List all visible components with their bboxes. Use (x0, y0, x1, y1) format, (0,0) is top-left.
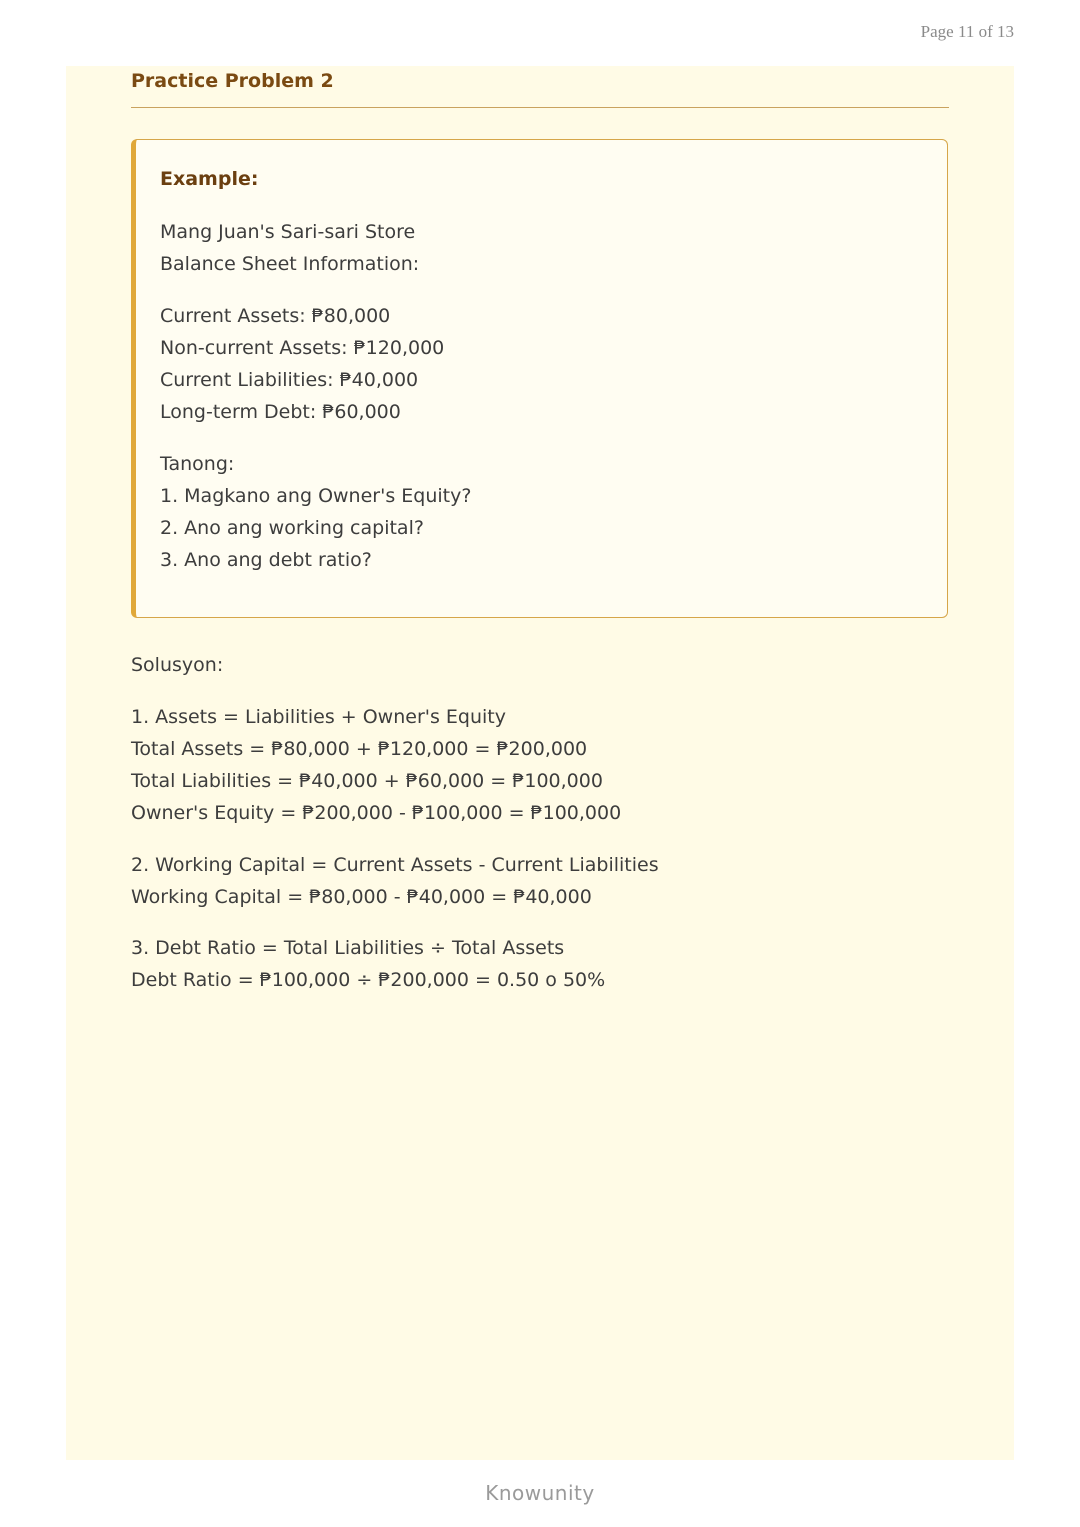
question-item: 3. Ano ang debt ratio? (160, 549, 372, 571)
title-divider (131, 107, 949, 108)
solution-line: Total Liabilities = ₱40,000 + ₱60,000 = ₱100,000 (131, 770, 603, 792)
solution-line: Working Capital = ₱80,000 - ₱40,000 = ₱40,000 (131, 886, 592, 908)
footer-brand: Knowunity (485, 1481, 595, 1505)
solution-line: 1. Assets = Liabilities + Owner's Equity (131, 706, 506, 728)
page-number: Page 11 of 13 (920, 22, 1014, 41)
solution-line: Total Assets = ₱80,000 + ₱120,000 = ₱200,000 (131, 738, 588, 760)
list-item: Non-current Assets: ₱120,000 (160, 337, 445, 359)
solution-part-2 (131, 849, 659, 913)
question-item: 2. Ano ang working capital? (160, 517, 424, 539)
balance-items (160, 300, 444, 428)
store-info (160, 216, 419, 280)
solution-line: 3. Debt Ratio = Total Liabilities ÷ Total Assets (131, 937, 565, 959)
list-item: Long-term Debt: ₱60,000 (160, 401, 401, 423)
example-heading: Example: (160, 168, 259, 190)
solution-line: Debt Ratio = ₱100,000 ÷ ₱200,000 = 0.50 o 50% (131, 969, 606, 991)
solution-part-1 (131, 701, 621, 829)
list-item: Current Liabilities: ₱40,000 (160, 369, 419, 391)
solution-part-3 (131, 932, 605, 996)
section-title: Practice Problem 2 (131, 70, 334, 92)
question-label: Tanong: (160, 453, 235, 475)
solution-label: Solusyon: (131, 654, 224, 676)
store-name: Mang Juan's Sari-sari Store (160, 221, 416, 243)
solution-line: Owner's Equity = ₱200,000 - ₱100,000 = ₱100,000 (131, 802, 622, 824)
solution-line: 2. Working Capital = Current Assets - Current Liabilities (131, 854, 659, 876)
questions (160, 448, 471, 576)
balance-sheet-subtitle: Balance Sheet Information: (160, 253, 420, 275)
document-page (66, 66, 1014, 1460)
example-box (131, 139, 948, 618)
list-item: Current Assets: ₱80,000 (160, 305, 391, 327)
question-item: 1. Magkano ang Owner's Equity? (160, 485, 472, 507)
